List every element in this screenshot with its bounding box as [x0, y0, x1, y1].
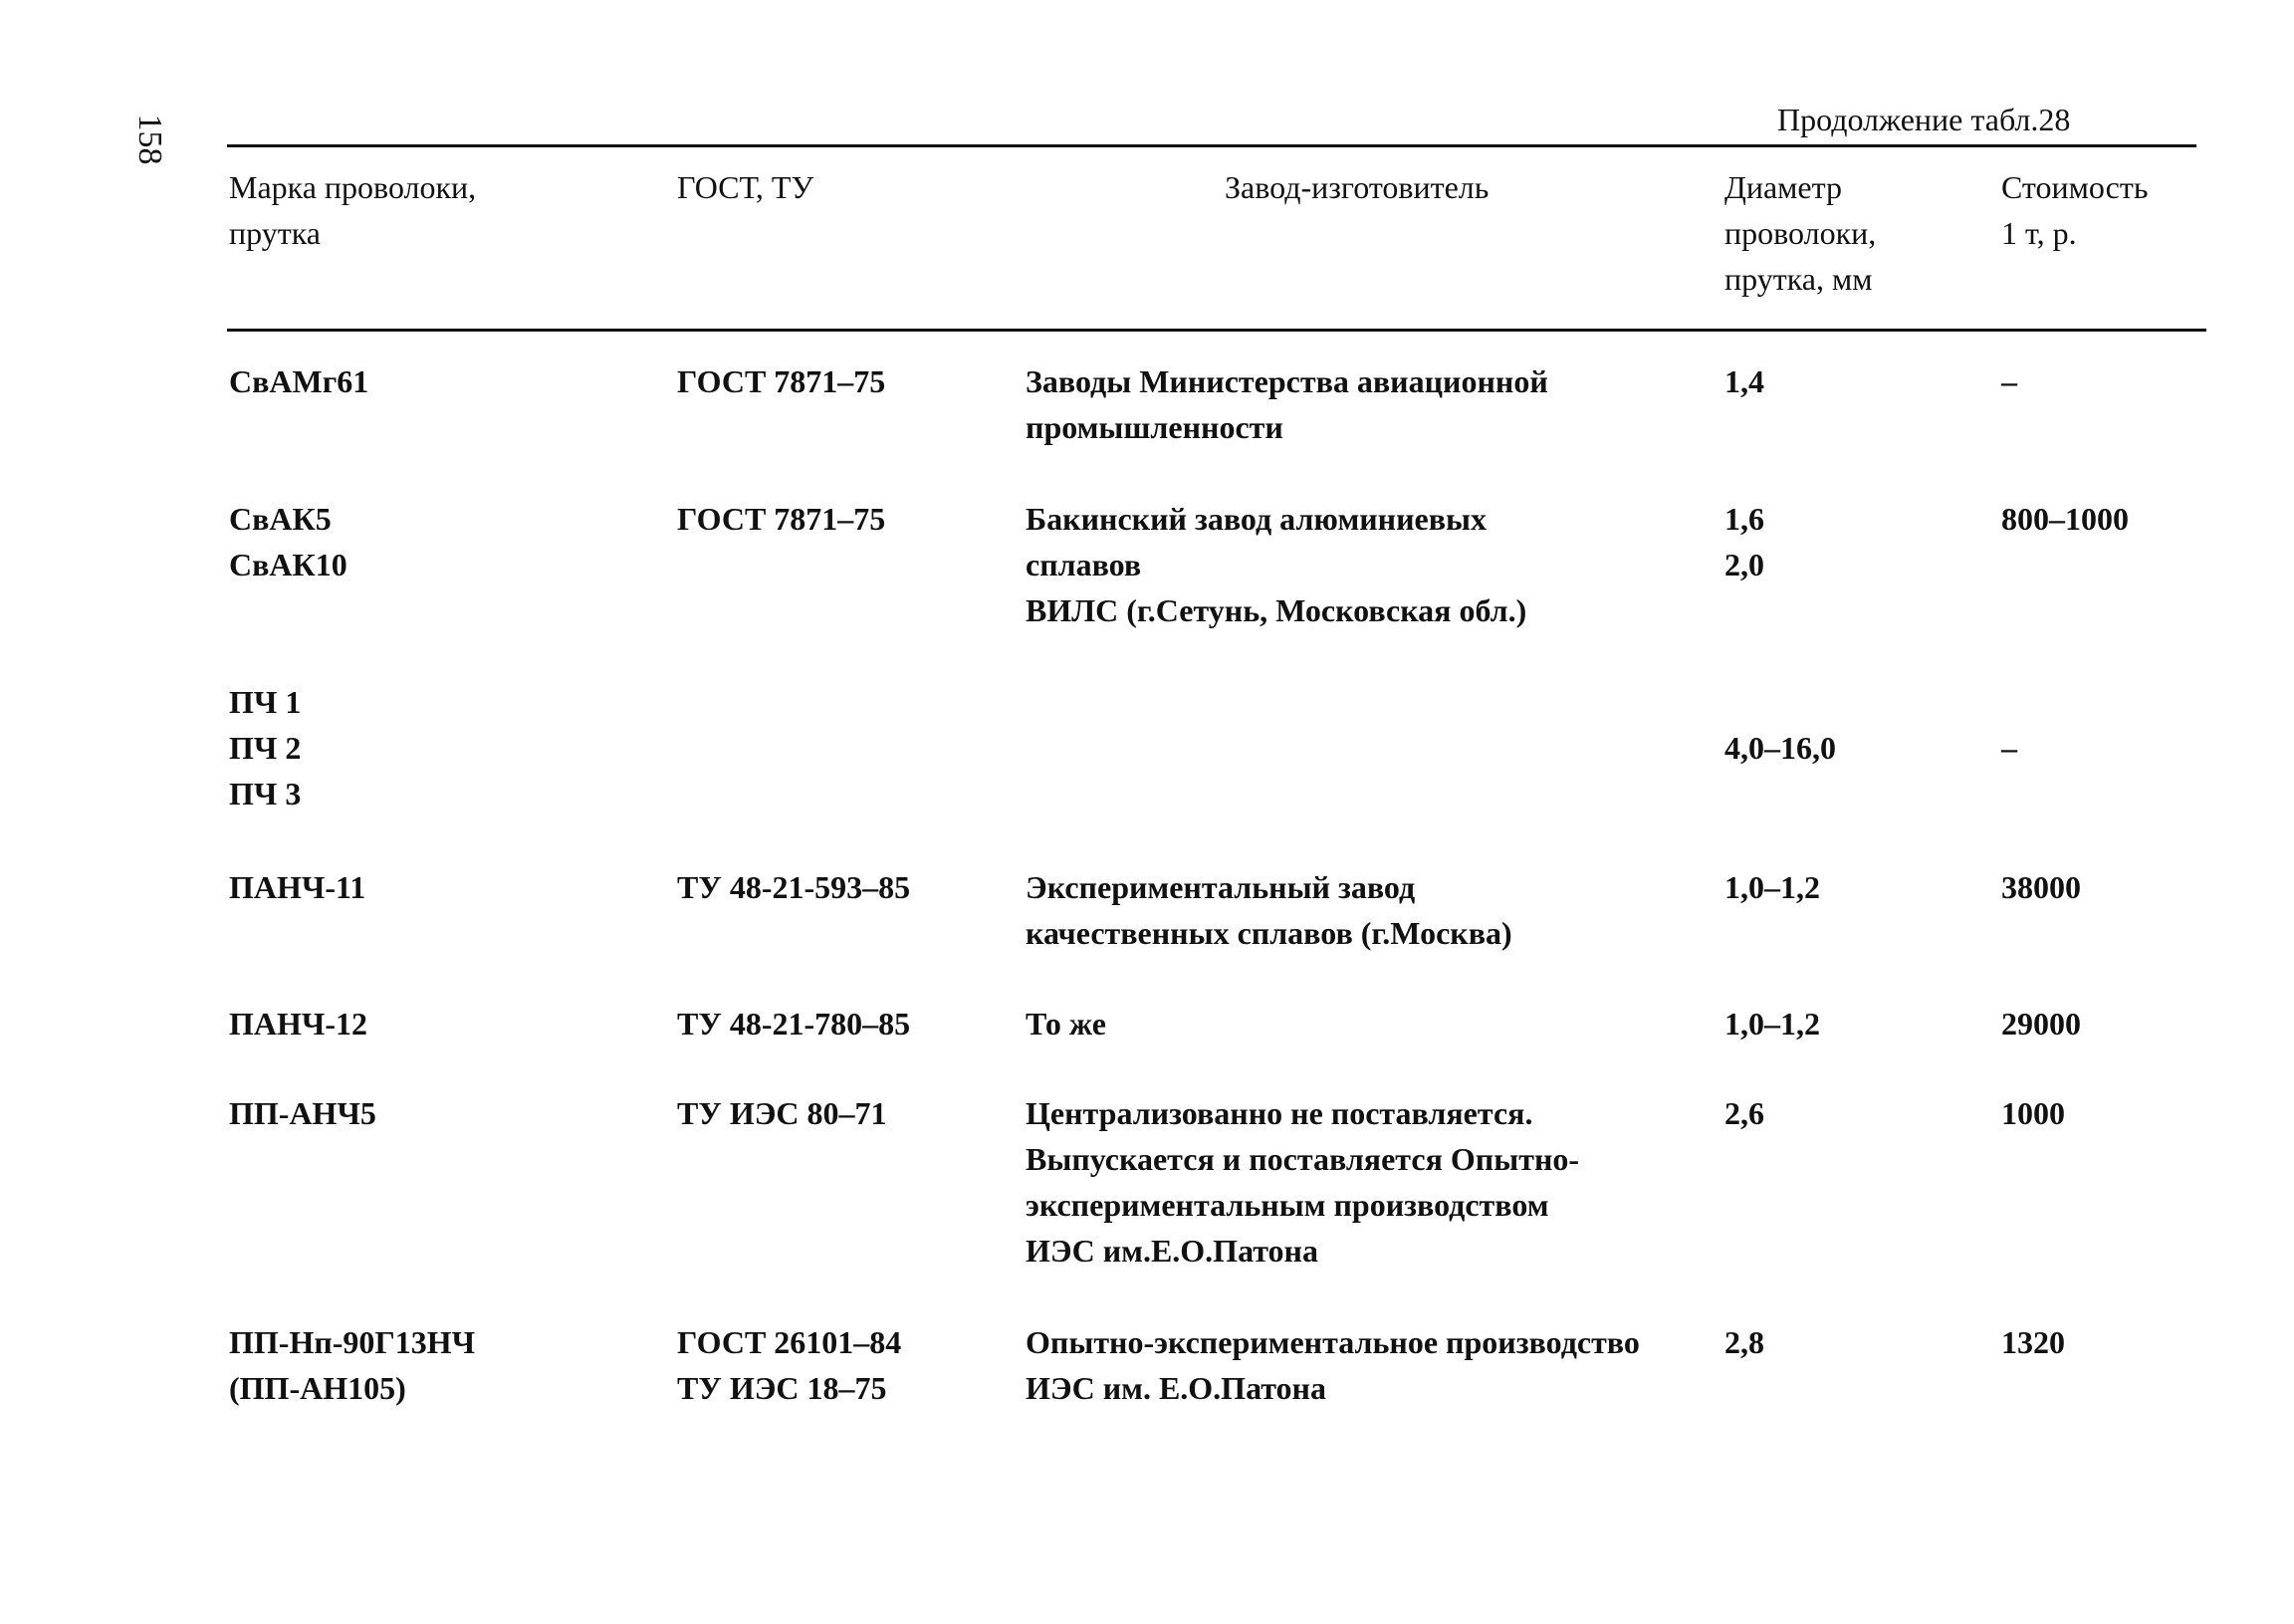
standard-cell: ТУ 48-21-780–85 — [677, 1006, 911, 1042]
table-continuation-label: Продолжение табл.28 — [1777, 102, 2071, 137]
manufacturer-cell: Заводы Министерства авиационной промышленности — [1026, 363, 1548, 445]
diameter-cell: 4,0–16,0 — [1724, 730, 1836, 766]
standard-cell: ТУ 48-21-593–85 — [677, 869, 911, 905]
cost-cell: 1320 — [2001, 1324, 2065, 1360]
manufacturer-cell: Опытно-экспериментальное производство ИЭС им. Е.О.Патона — [1026, 1324, 1640, 1406]
header-manufacturer: Завод-изготовитель — [1225, 169, 1490, 205]
diameter-cell: 2,6 — [1724, 1095, 1764, 1131]
wire-grade-cell: ПП-Нп-90Г13НЧ (ПП-АН105) — [229, 1324, 476, 1406]
standard-cell: ГОСТ 26101–84 ТУ ИЭС 18–75 — [677, 1324, 902, 1406]
wire-grade-cell: ПП-АНЧ5 — [229, 1095, 376, 1131]
diameter-cell: 1,6 2,0 — [1724, 501, 1764, 582]
header-cost: Стоимость 1 т, р. — [2001, 169, 2149, 251]
manufacturer-cell: Экспериментальный завод качественных сплавов (г.Москва) — [1026, 869, 1512, 951]
standard-cell: ТУ ИЭС 80–71 — [677, 1095, 887, 1131]
wire-grade-cell: ПАНЧ-11 — [229, 869, 366, 905]
wire-grade-cell: СвАМг61 — [229, 363, 369, 399]
cost-cell: – — [2001, 730, 2017, 766]
header-wire-grade: Марка проволоки, прутка — [229, 169, 477, 251]
cost-cell: 800–1000 — [2001, 501, 2129, 537]
cost-cell: 1000 — [2001, 1095, 2065, 1131]
cost-cell: 38000 — [2001, 869, 2081, 905]
cost-cell: – — [2001, 363, 2017, 399]
wire-grade-cell: ПАНЧ-12 — [229, 1006, 368, 1042]
diameter-cell: 2,8 — [1724, 1324, 1764, 1360]
manufacturer-cell: То же — [1026, 1006, 1106, 1042]
diameter-cell: 1,0–1,2 — [1724, 869, 1820, 905]
diameter-cell: 1,4 — [1724, 363, 1764, 399]
standard-cell: ГОСТ 7871–75 — [677, 501, 886, 537]
page-number: 158 — [131, 114, 168, 165]
diameter-cell: 1,0–1,2 — [1724, 1006, 1820, 1042]
manufacturer-cell: Централизованно не поставляется. Выпускается и поставляется Опытно- экспериментальным производством ИЭС им.Е.О.Патона — [1026, 1095, 1580, 1269]
header-standard: ГОСТ, ТУ — [677, 169, 814, 205]
header-diameter: Диаметр проволоки, прутка, мм — [1724, 169, 1877, 297]
table-header-rule — [227, 329, 2206, 332]
table-top-rule — [227, 144, 2196, 147]
wire-grade-cell: ПЧ 1 ПЧ 2 ПЧ 3 — [229, 684, 302, 812]
standard-cell: ГОСТ 7871–75 — [677, 363, 886, 399]
cost-cell: 29000 — [2001, 1006, 2081, 1042]
manufacturer-cell: Бакинский завод алюминиевых сплавов ВИЛС (г.Сетунь, Московская обл.) — [1026, 501, 1527, 628]
wire-grade-cell: СвАК5 СвАК10 — [229, 501, 347, 582]
